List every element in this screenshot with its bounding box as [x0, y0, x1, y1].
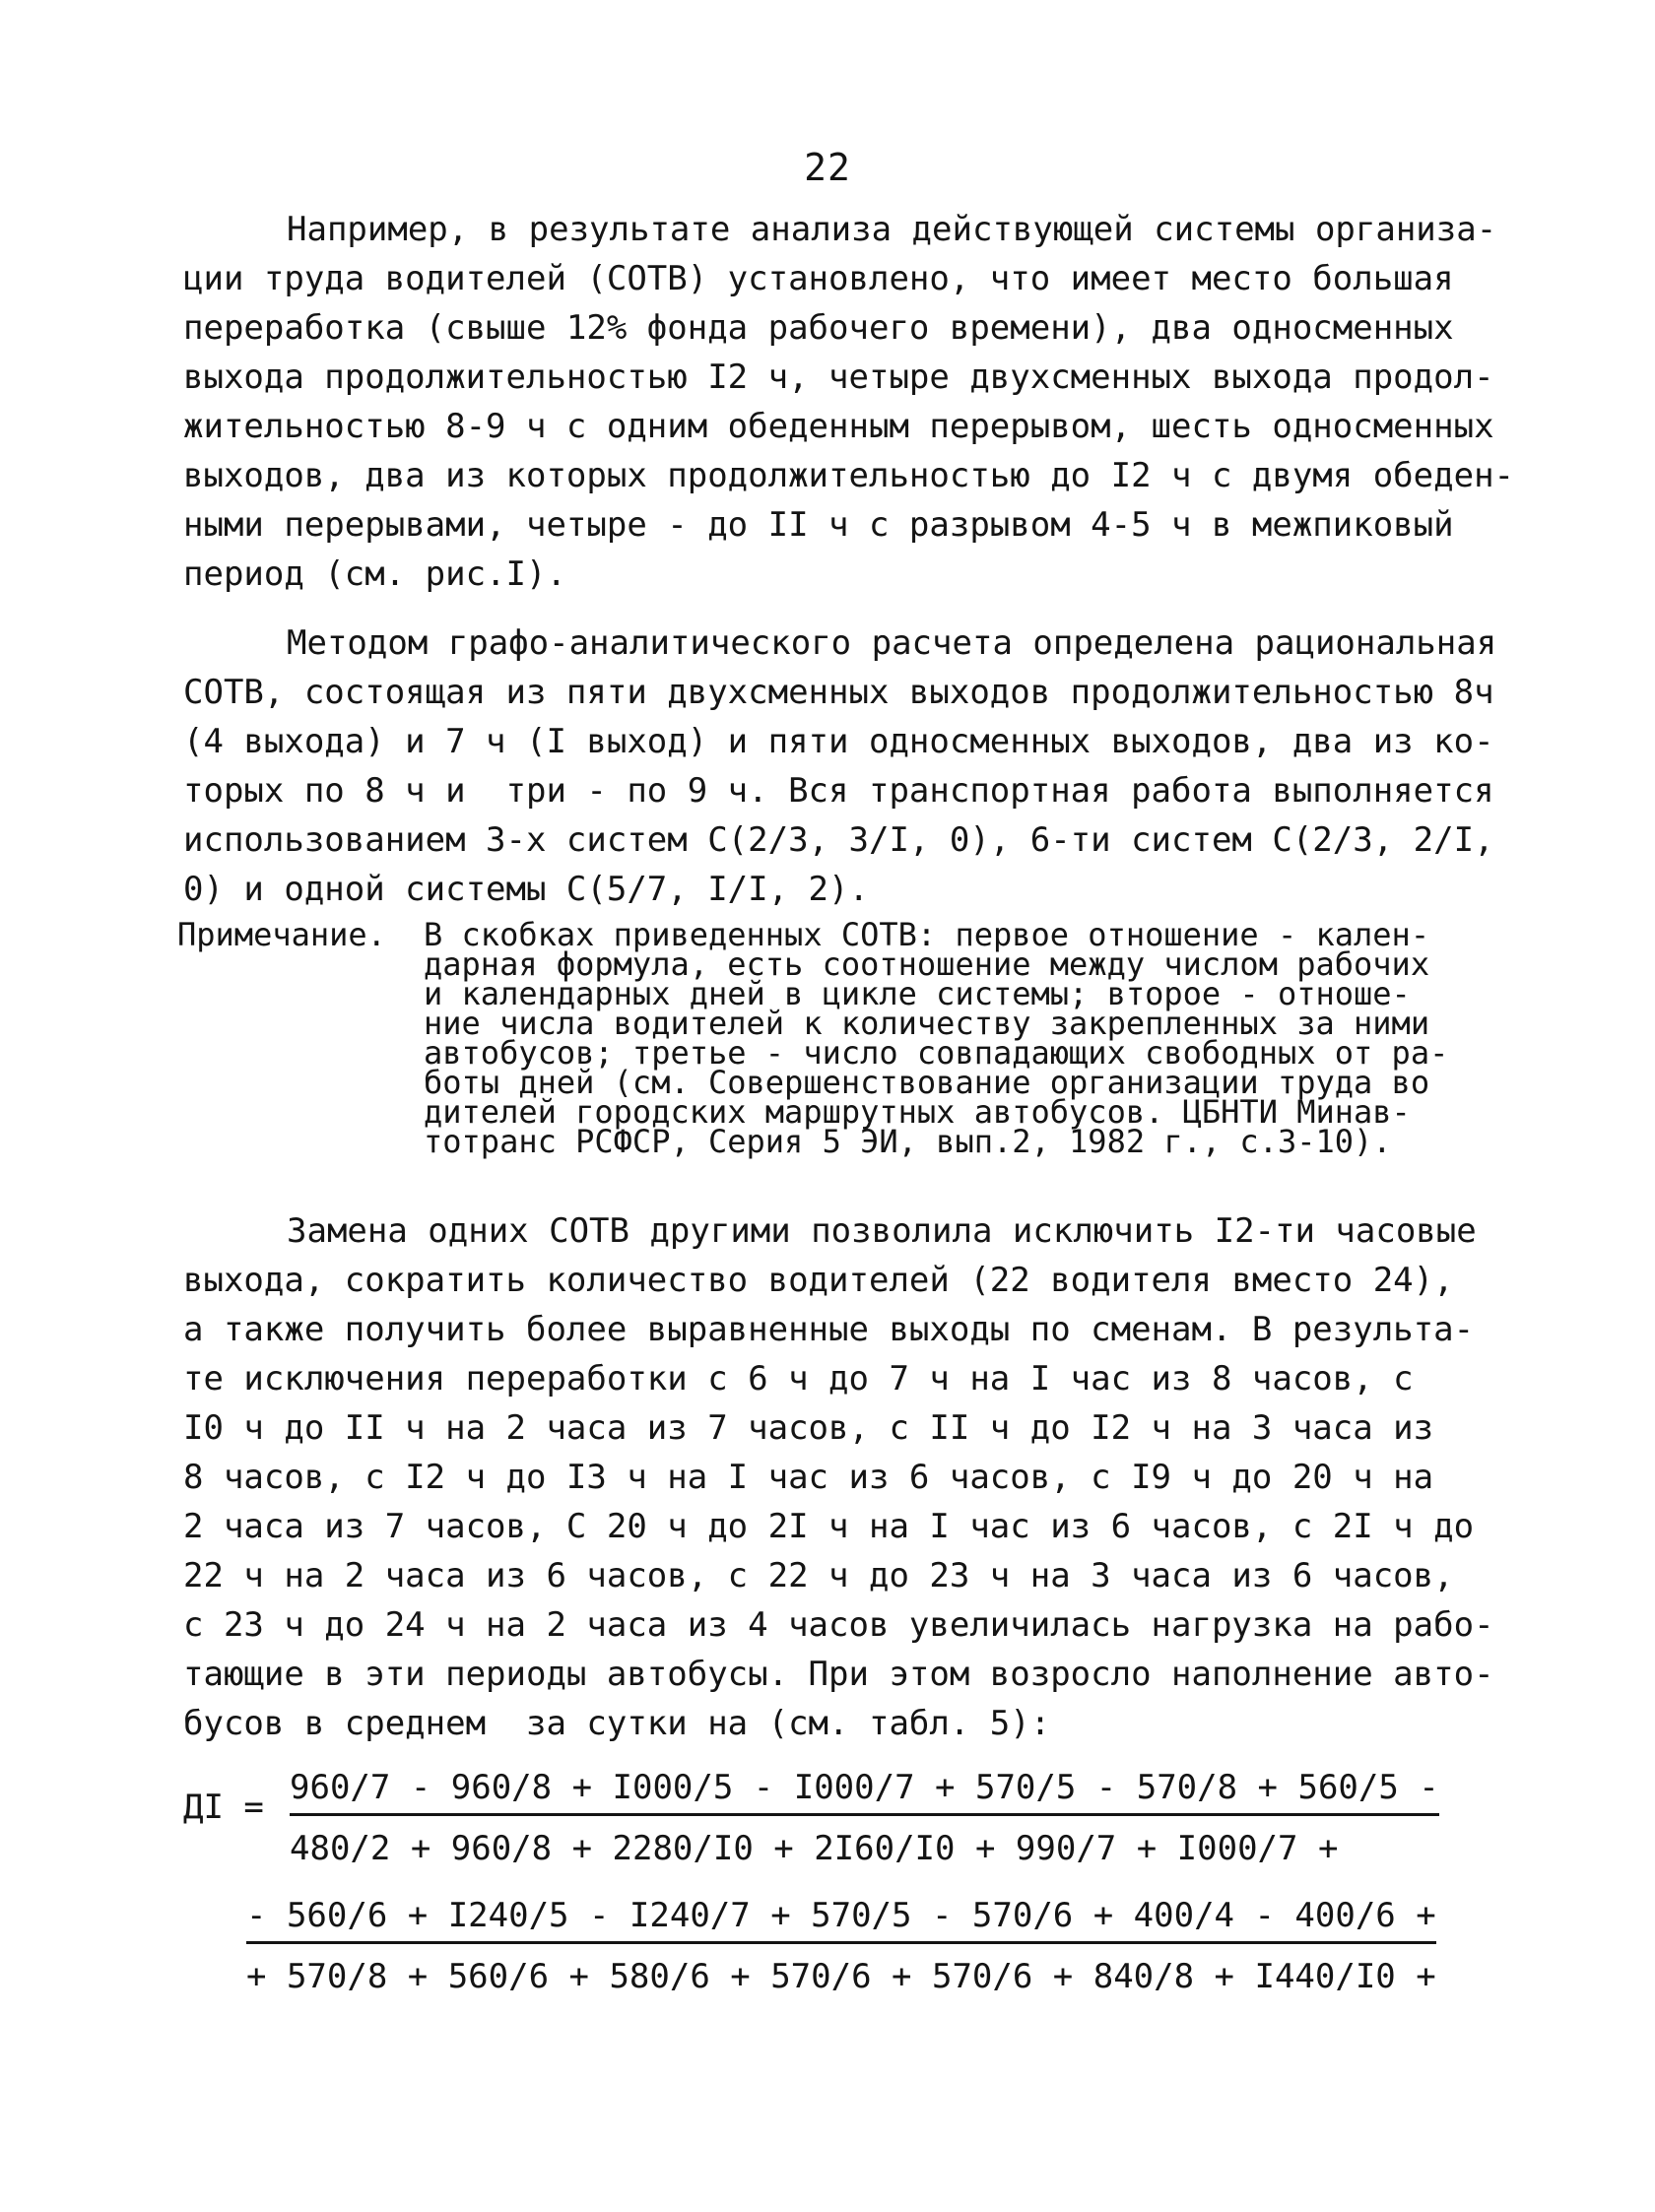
formula-numerator: 960/7 - 960/8 + I000/5 - I000/7 + 570/5 - 570/8 + 560/5 -	[290, 1768, 1439, 1816]
paragraph-line: ными перерывами, четыре - до II ч с разрывом 4-5 ч в межпиковый	[183, 505, 1454, 545]
formula-lhs: ДI =	[183, 1788, 264, 1827]
paragraph-line: переработка (свыше 12% фонда рабочего времени), два односменных	[183, 308, 1454, 348]
paragraph-line: 0) и одной системы С(5/7, I/I, 2).	[183, 870, 869, 909]
paragraph-line: использованием 3-х систем С(2/3, 3/I, 0), 6-ти систем С(2/3, 2/I,	[183, 820, 1494, 860]
paragraph-line: выхода продолжительностью I2 ч, четыре двухсменных выхода продол-	[183, 358, 1494, 397]
paragraph-line: выхода, сократить количество водителей (22 водителя вместо 24),	[183, 1261, 1454, 1300]
paragraph-line: а также получить более выравненные выходы по сменам. В результа-	[183, 1310, 1475, 1349]
paragraph-line: период (см. рис.I).	[183, 554, 566, 594]
paragraph-line: Например, в результате анализа действующей системы организа-	[287, 210, 1497, 249]
note-line: дителей городских маршрутных автобусов. ЦБНТИ Минав-	[424, 1093, 1411, 1131]
paragraph-method	[183, 618, 1503, 914]
paragraph-line: торых по 8 ч и три - по 9 ч. Вся транспортная работа выполняется	[183, 771, 1494, 811]
paragraph-line: Методом графо-аналитического расчета определена рациональная	[287, 623, 1497, 663]
formula-denominator: 480/2 + 960/8 + 2280/I0 + 2I60/I0 + 990/7 + I000/7 +	[290, 1829, 1339, 1868]
note-line: автобусов; третье - число совпадающих свободных от ра-	[424, 1034, 1449, 1072]
note-label: Примечание.	[177, 916, 386, 953]
paragraph-line: те исключения переработки с 6 ч до 7 ч на I час из 8 часов, с	[183, 1359, 1414, 1399]
note-line: В скобках приведенных СОТВ: первое отношение - кален-	[424, 916, 1430, 953]
paragraph-line: с 23 ч до 24 ч на 2 часа из 4 часов увеличилась нагрузка на рабо-	[183, 1605, 1494, 1645]
note-body	[424, 916, 1517, 1160]
paragraph-line: (4 выхода) и 7 ч (I выход) и пяти односменных выходов, два из ко-	[183, 722, 1494, 761]
note-line: тотранс РСФСР, Серия 5 ЭИ, вып.2, 1982 г., с.3-10).	[424, 1123, 1392, 1160]
paragraph-line: 8 часов, с I2 ч до I3 ч на I час из 6 часов, с I9 ч до 20 ч на	[183, 1458, 1434, 1497]
paragraph-line: бусов в среднем за сутки на (см. табл. 5):	[183, 1704, 1051, 1743]
formula-denominator: + 570/8 + 560/6 + 580/6 + 570/6 + 570/6 + 840/8 + I440/I0 +	[246, 1957, 1436, 1996]
page-number: 22	[804, 146, 851, 189]
paragraph-line: 22 ч на 2 часа из 6 часов, с 22 ч до 23 ч на 3 часа из 6 часов,	[183, 1556, 1454, 1595]
paragraph-line: 2 часа из 7 часов, С 20 ч до 2I ч на I час из 6 часов, с 2I ч до	[183, 1507, 1475, 1546]
paragraph-result	[183, 1206, 1503, 1748]
formula-numerator: - 560/6 + I240/5 - I240/7 + 570/5 - 570/6 + 400/4 - 400/6 +	[246, 1896, 1436, 1944]
paragraph-line: ции труда водителей (СОТВ) установлено, что имеет место большая	[183, 259, 1454, 298]
note-line: боты дней (см. Совершенствование организации труда во	[424, 1064, 1430, 1101]
paragraph-line: СОТВ, состоящая из пяти двухсменных выходов продолжительностью 8ч	[183, 673, 1494, 712]
note-line: дарная формула, есть соотношение между числом рабочих	[424, 945, 1430, 983]
note-line: ние числа водителей к количеству закрепленных за ними	[424, 1005, 1430, 1042]
paragraph-line: Замена одних СОТВ другими позволила исключить I2-ти часовые	[287, 1211, 1477, 1251]
paragraph-example	[183, 205, 1515, 599]
paragraph-line: выходов, два из которых продолжительностью до I2 ч с двумя обеден-	[183, 456, 1515, 495]
note-line: и календарных дней в цикле системы; второе - отноше-	[424, 975, 1411, 1012]
paragraph-line: жительностью 8-9 ч с одним обеденным перерывом, шесть односменных	[183, 407, 1494, 446]
paragraph-line: тающие в эти периоды автобусы. При этом возросло наполнение авто-	[183, 1655, 1494, 1694]
paragraph-line: I0 ч до II ч на 2 часа из 7 часов, с II ч до I2 ч на 3 часа из	[183, 1408, 1434, 1448]
